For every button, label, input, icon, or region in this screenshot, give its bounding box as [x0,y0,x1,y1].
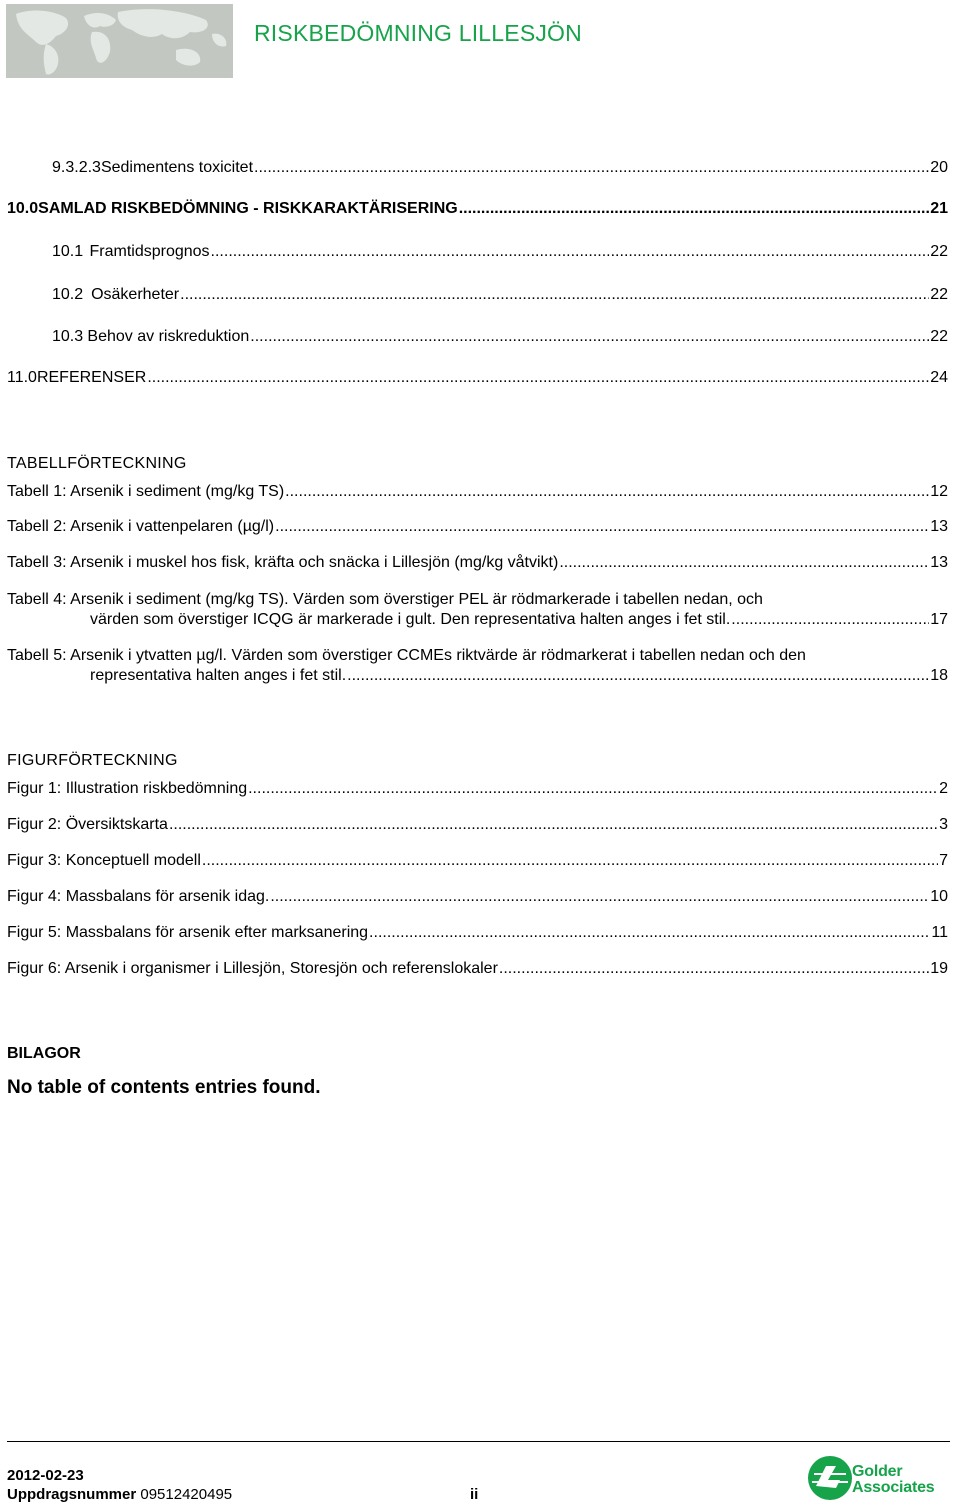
footer-divider [7,1441,950,1442]
figure-entry[interactable] [7,852,948,872]
dot-leader [254,159,929,177]
table-entry-title: Tabell 4: Arsenik i sediment (mg/kg TS). Värden som överstiger PEL är rödmarkerade i tabellen nedan, och [7,591,763,608]
appendices-heading: BILAGOR [7,1045,81,1062]
table-entry-page: 17 [930,611,948,628]
toc-entry[interactable] [52,286,948,306]
table-entry-title-cont: representativa halten anges i fet stil. [90,667,347,684]
dot-leader [499,960,929,978]
toc-entry-title: Osäkerheter [91,286,180,303]
figure-entry[interactable] [7,888,948,908]
toc-entry-page: 24 [930,369,948,386]
dot-leader [285,483,929,501]
figure-entry-title: Figur 3: Konceptuell modell [7,852,201,869]
figure-entry-page: 10 [930,888,948,905]
footer-date: 2012-02-23 [7,1467,84,1484]
table-entry[interactable] [7,554,948,574]
company-name-line1: Golder [852,1463,903,1480]
figure-entry-page: 2 [939,780,948,797]
toc-entry-page: 20 [930,159,948,176]
figure-entry-page: 11 [931,924,948,941]
figure-entry-title: Figur 5: Massbalans för arsenik efter marksanering [7,924,369,941]
figure-entry-page: 19 [930,960,948,977]
toc-entry[interactable] [52,328,948,348]
tables-heading: TABELLFÖRTECKNING [7,455,187,472]
toc-entry[interactable] [7,200,948,220]
table-entry-title: Tabell 3: Arsenik i muskel hos fisk, kräfta och snäcka i Lillesjön (mg/kg våtvikt) [7,554,559,571]
dot-leader [275,518,929,536]
table-entry[interactable] [7,483,948,503]
dot-leader [169,816,938,834]
figure-entry-title: Figur 6: Arsenik i organismer i Lillesjön, Storesjön och referenslokaler [7,960,498,977]
toc-entry-number: 10.0 [7,200,39,217]
project-number: 09512420495 [140,1486,233,1503]
table-entry-page: 18 [930,667,948,684]
toc-entry-number: 11.0 [7,369,37,386]
figure-entry-page: 7 [939,852,948,869]
footer-project [7,1486,232,1503]
toc-entry-number: 9.3.2.3 [52,159,101,176]
dot-leader [369,924,930,942]
toc-entry-page: 22 [930,243,948,260]
figures-heading: FIGURFÖRTECKNING [7,752,178,769]
table-entry[interactable] [7,647,948,687]
toc-entry-title: Framtidsprognos [89,243,210,260]
project-label: Uppdragsnummer [7,1486,137,1503]
dot-leader [202,852,938,870]
toc-entry[interactable] [7,369,948,389]
toc-entry[interactable] [52,243,948,263]
dot-leader [459,200,930,218]
toc-entry-title: Sedimentens toxicitet [100,159,254,176]
toc-entry-page: 22 [930,328,948,345]
table-entry-page: 13 [930,518,948,535]
world-map-logo [6,4,233,78]
golder-wordmark [852,1464,935,1496]
dot-leader [731,611,929,629]
table-entry[interactable] [7,518,948,538]
figure-entry[interactable] [7,780,948,800]
dot-leader [347,667,929,685]
figure-entry-page: 3 [939,816,948,833]
no-entries-message: No table of contents entries found. [7,1077,321,1098]
figure-entry[interactable] [7,924,948,944]
figure-entry-title: Figur 2: Översiktskarta [7,816,168,833]
dot-leader [250,328,929,346]
company-name-line2: Associates [852,1479,935,1496]
dot-leader [180,286,929,304]
toc-entry-title: Behov av riskreduktion [87,328,250,345]
table-entry-page: 13 [930,554,948,571]
figure-entry-title: Figur 1: Illustration riskbedömning [7,780,248,797]
dot-leader [211,243,930,261]
table-entry[interactable] [7,591,948,631]
dot-leader [147,369,929,387]
table-entry-title: Tabell 2: Arsenik i vattenpelaren (µg/l) [7,518,275,535]
toc-entry[interactable] [52,159,948,179]
footer-page-number: ii [470,1486,479,1503]
table-entry-title-cont: värden som överstiger ICQG är markerade i gult. Den representativa halten anges i fet stil. [90,611,731,628]
table-entry-title: Tabell 5: Arsenik i ytvatten µg/l. Värden som överstiger CCMEs riktvärde är rödmarkerat i tabellen nedan och den [7,647,806,664]
toc-entry-number: 10.2 [52,286,84,303]
dot-leader [559,554,929,572]
toc-entry-title: REFERENSER [36,369,147,386]
toc-entry-number: 10.3 [52,328,84,345]
document-title: RISKBEDÖMNING LILLESJÖN [254,20,582,46]
figure-entry-title: Figur 4: Massbalans för arsenik idag. [7,888,270,905]
toc-entry-title: SAMLAD RISKBEDÖMNING - RISKKARAKTÄRISERING [38,200,458,217]
figure-entry[interactable] [7,960,948,980]
table-entry-continuation [90,611,948,631]
toc-entry-page: 22 [930,286,948,303]
dot-leader [270,888,929,906]
toc-entry-number: 10.1 [52,243,84,260]
table-entry-title: Tabell 1: Arsenik i sediment (mg/kg TS) [7,483,285,500]
figure-entry[interactable] [7,816,948,836]
toc-entry-page: 21 [930,200,948,217]
table-entry-continuation [90,667,948,687]
table-entry-page: 12 [930,483,948,500]
dot-leader [248,780,938,798]
